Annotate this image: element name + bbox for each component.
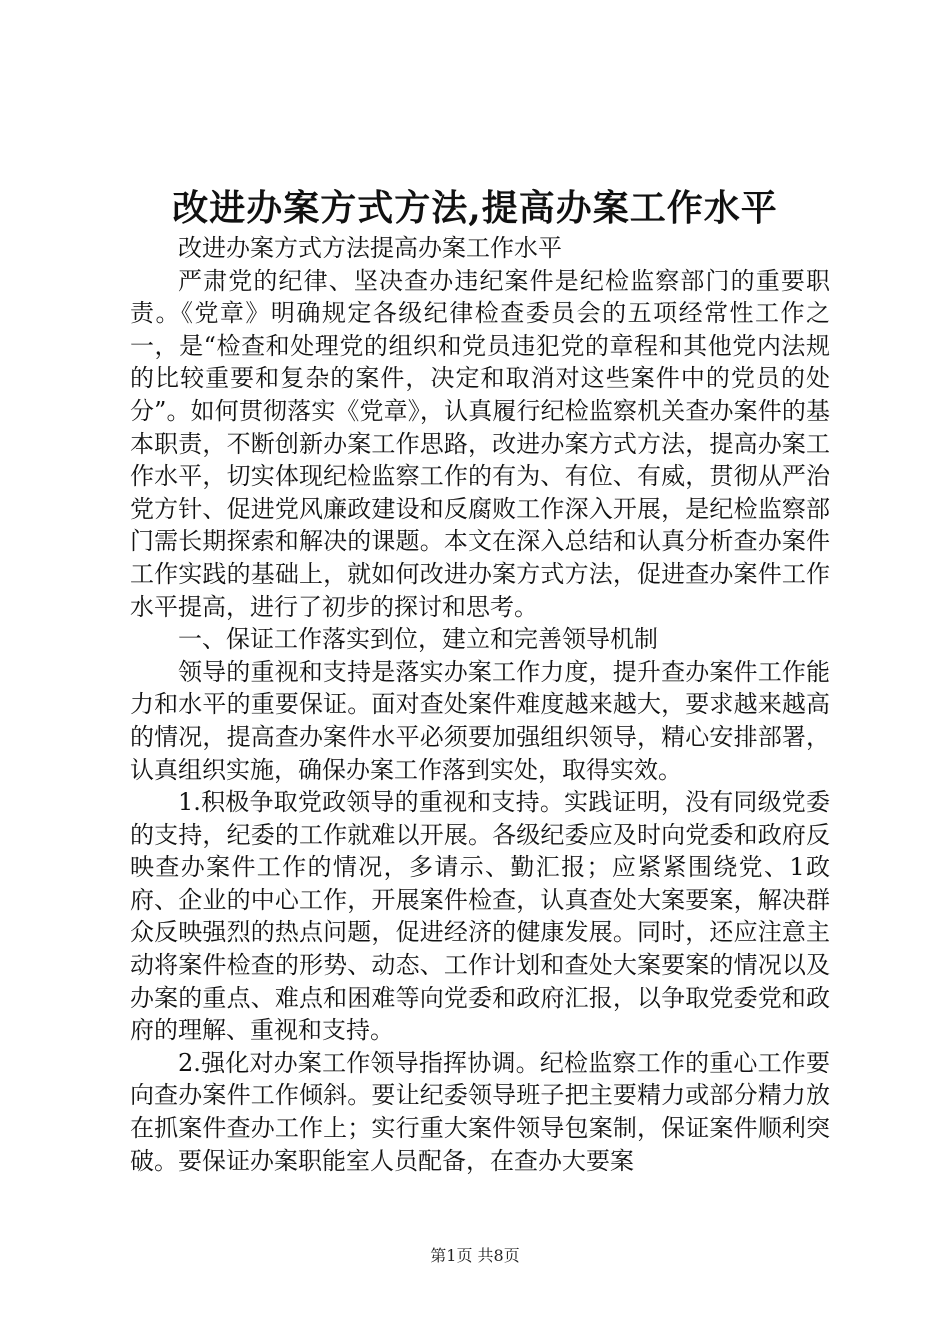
page-footer: 第1页 共8页 (430, 1246, 520, 1265)
paragraph-subtitle: 改进办案方式方法提高办案工作水平 (178, 234, 562, 262)
paragraph-item-1: 1.积极争取党政领导的重视和支持。实践证明，没有同级党委的支持，纪委的工作就难以开展。各级纪委应及时向党委和政府反映查办案件工作的情况，多请示、勤汇报；应紧紧围绕党、1政府、企业的中心工作，开展案件检查，认真查处大案要案，解决群众反映强烈的热点问题，促进经济的健康发展。同时，还应注意主动将案件检查的形势、动态、工作计划和查处大案要案的情况以及办案的重点、难点和困难等向党委和政府汇报，以争取党委党和政府的理解、重视和支持。 (130, 788, 830, 1045)
paragraph-item-2: 2.强化对办案工作领导指挥协调。纪检监察工作的重心工作要向查办案件工作倾斜。要让纪委领导班子把主要精力或部分精力放在抓案件查办工作上；实行重大案件领导包案制，保证案件顺利突破。要保证办案职能室人员配备，在查办大要案 (130, 1048, 830, 1175)
section-heading-1: 一、保证工作落实到位，建立和完善领导机制 (178, 625, 658, 654)
document-title: 改进办案方式方法,提高办案工作水平 (172, 187, 778, 229)
document-body (130, 232, 830, 1177)
paragraph-intro: 严肃党的纪律、坚决查办违纪案件是纪检监察部门的重要职责。《党章》明确规定各级纪律检查委员会的五项经常性工作之一，是“检查和处理党的组织和党员违犯党的章程和其他党内法规的比较重要和复杂的案件，决定和取消对这些案件中的党员的处分”。如何贯彻落实《党章》，认真履行纪检监察机关查办案件的基本职责，不断创新办案工作思路，改进办案方式方法，提高办案工作水平，切实体现纪检监察工作的有为、有位、有威，贯彻从严治党方针、促进党风廉政建设和反腐败工作深入开展，是纪检监察部门需长期探索和解决的课题。本文在深入总结和认真分析查办案件工作实践的基础上，就如何改进办案方式方法，促进查办案件工作水平提高，进行了初步的探讨和思考。 (130, 266, 830, 621)
paragraph-section-1: 领导的重视和支持是落实办案工作力度，提升查办案件工作能力和水平的重要保证。面对查处案件难度越来越大，要求越来越高的情况，提高查办案件水平必须要加强组织领导，精心安排部署，认真组织实施，确保办案工作落到实处，取得实效。 (130, 657, 830, 784)
